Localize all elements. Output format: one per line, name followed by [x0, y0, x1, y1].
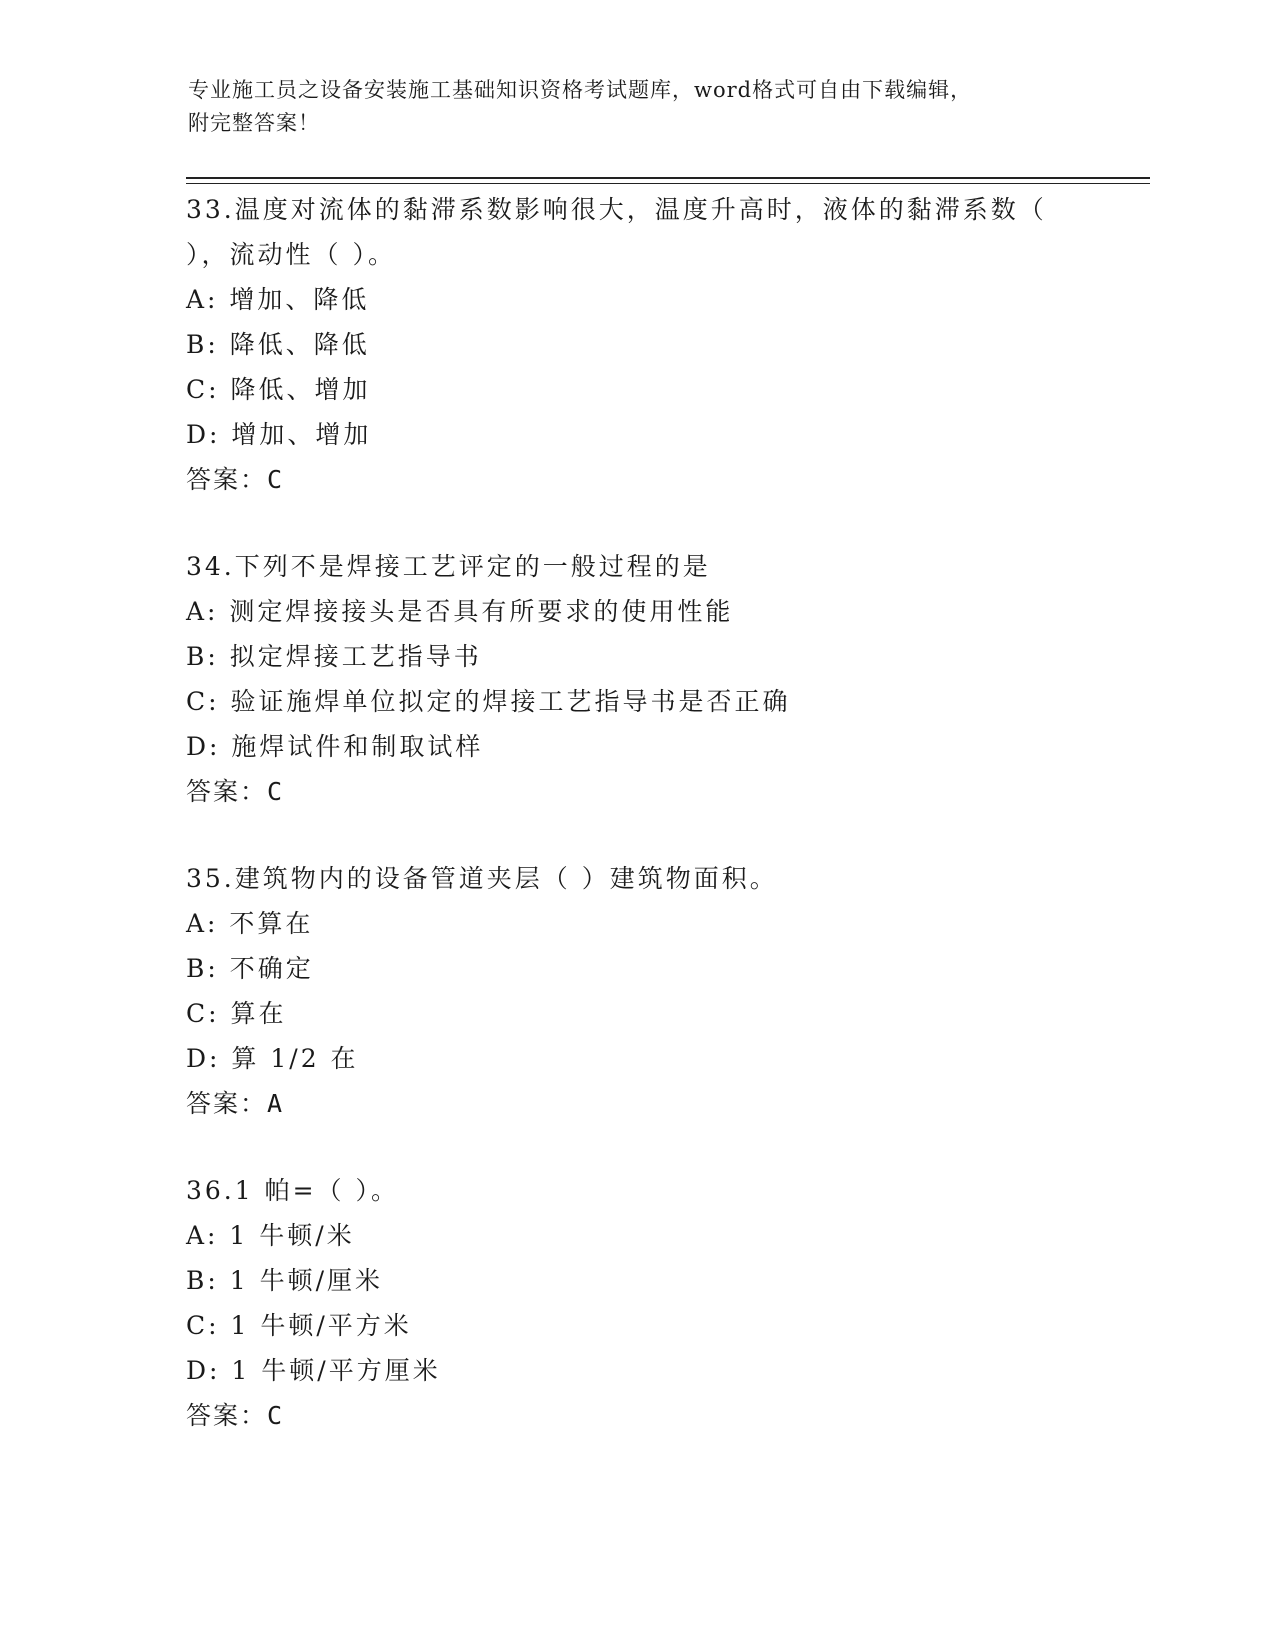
- option-a: A: 1 牛顿/米: [186, 1221, 355, 1250]
- answer-line: [186, 769, 1106, 814]
- header-divider-thin: [186, 183, 1150, 184]
- question-35: [186, 856, 1106, 1126]
- option-c: C: 算在: [186, 999, 287, 1028]
- header-line-1: 专业施工员之设备安装施工基础知识资格考试题库，word格式可自由下载编辑，: [188, 78, 973, 102]
- document-header: [188, 74, 1068, 140]
- answer-line: [186, 1393, 1106, 1438]
- option-a: A: 增加、降低: [186, 285, 370, 314]
- answer-label: 答案：: [186, 1401, 268, 1430]
- answer-value: C: [267, 1401, 285, 1430]
- option-d: D: 施焊试件和制取试样: [186, 732, 484, 761]
- answer-value: A: [267, 1089, 285, 1118]
- answer-label: 答案：: [186, 465, 268, 494]
- question-stem-continued: ），流动性（ ）。: [186, 240, 396, 269]
- option-c: C: 验证施焊单位拟定的焊接工艺指导书是否正确: [186, 687, 791, 716]
- answer-line: [186, 1081, 1106, 1126]
- answer-label: 答案：: [186, 777, 268, 806]
- option-d: D: 增加、增加: [186, 420, 372, 449]
- answer-value: C: [267, 777, 285, 806]
- question-34: [186, 544, 1106, 814]
- option-a: A: 测定焊接接头是否具有所要求的使用性能: [186, 597, 734, 626]
- question-stem: 36.1 帕=（ ）。: [186, 1176, 400, 1205]
- option-b: B: 降低、降低: [186, 330, 370, 359]
- option-d: D: 1 牛顿/平方厘米: [186, 1356, 441, 1385]
- option-c: C: 降低、增加: [186, 375, 371, 404]
- answer-label: 答案：: [186, 1089, 268, 1118]
- header-divider-thick: [186, 177, 1150, 179]
- question-stem: 34.下列不是焊接工艺评定的一般过程的是: [186, 552, 711, 581]
- option-c: C: 1 牛顿/平方米: [186, 1311, 412, 1340]
- header-line-2: 附完整答案！: [188, 111, 320, 135]
- option-d: D: 算 1/2 在: [186, 1044, 359, 1073]
- question-list: [186, 187, 1106, 1480]
- question-33: [186, 187, 1106, 502]
- question-stem: 35.建筑物内的设备管道夹层（ ）建筑物面积。: [186, 864, 778, 893]
- option-b: B: 拟定焊接工艺指导书: [186, 642, 482, 671]
- question-stem: 33.温度对流体的黏滞系数影响很大，温度升高时，液体的黏滞系数（: [186, 195, 1047, 224]
- answer-value: C: [267, 465, 285, 494]
- option-b: B: 1 牛顿/厘米: [186, 1266, 384, 1295]
- option-a: A: 不算在: [186, 909, 314, 938]
- answer-line: [186, 457, 1106, 502]
- option-b: B: 不确定: [186, 954, 314, 983]
- question-36: [186, 1168, 1106, 1438]
